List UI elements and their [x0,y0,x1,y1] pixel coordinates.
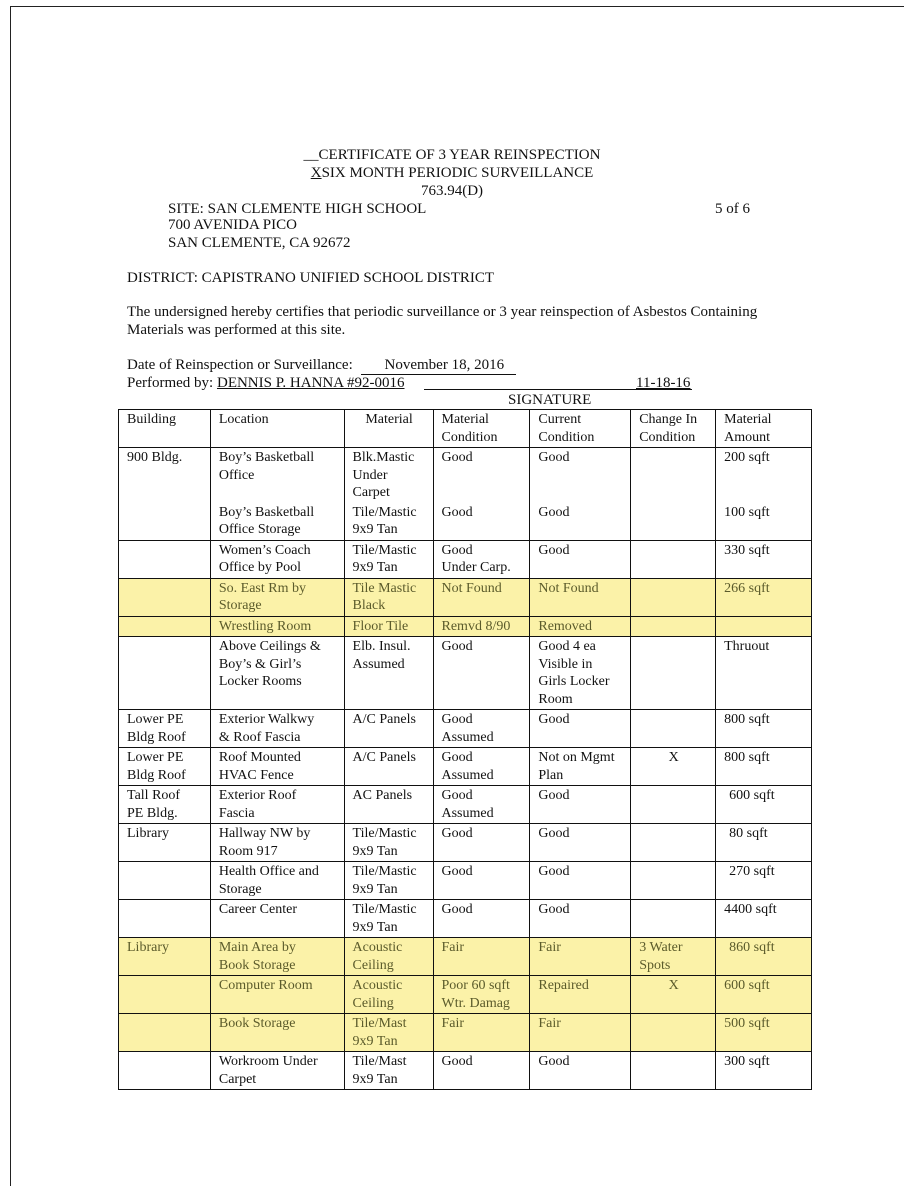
cell-building: Lower PE Bldg Roof [119,710,211,748]
table-row [119,503,812,541]
cell-material-condition: Remvd 8/90 [433,616,530,637]
cell-current-condition: Good 4 ea Visible in Girls Locker Room [530,637,631,710]
table-row [119,862,812,900]
cell-material: Floor Tile [344,616,433,637]
cell-material: Acoustic Ceiling [344,938,433,976]
cell-amount: 270 sqft [716,862,812,900]
cell-change [631,1052,716,1090]
cell-location: Wrestling Room [210,616,344,637]
cell-current-condition: Not on Mgmt Plan [530,748,631,786]
date-row [127,357,516,375]
cell-material: Tile Mastic Black [344,578,433,616]
table-header-row [119,410,812,448]
cell-change [631,862,716,900]
performed-label: Performed by: [127,375,214,391]
header-material: Material [344,410,433,448]
cell-building [119,862,211,900]
cell-change: X [631,748,716,786]
cell-building [119,540,211,578]
cell-building: Lower PE Bldg Roof [119,748,211,786]
cell-amount: 800 sqft [716,710,812,748]
cell-current-condition: Good [530,503,631,541]
cell-current-condition: Removed [530,616,631,637]
cell-current-condition: Good [530,710,631,748]
cell-change [631,1014,716,1052]
cell-change [631,540,716,578]
cell-change [631,578,716,616]
cell-material-condition: Fair [433,938,530,976]
page-border-top [10,6,904,7]
cell-material-condition: Fair [433,1014,530,1052]
cell-amount: 80 sqft [716,824,812,862]
performed-row [127,375,405,392]
cell-material: A/C Panels [344,748,433,786]
cell-amount: 300 sqft [716,1052,812,1090]
cell-location: Boy’s Basketball Office [210,448,344,503]
cell-location: Computer Room [210,976,344,1014]
surveillance-line: XSIX MONTH PERIODIC SURVEILLANCE [310,165,594,181]
table-row [119,824,812,862]
cell-amount: 600 sqft [716,786,812,824]
cell-building: Library [119,938,211,976]
cell-building [119,616,211,637]
table-row [119,786,812,824]
cell-location: Above Ceilings & Boy’s & Girl’s Locker Rooms [210,637,344,710]
cell-current-condition: Good [530,540,631,578]
cell-change [631,616,716,637]
cell-material: AC Panels [344,786,433,824]
cell-material: Tile/Mastic 9x9 Tan [344,540,433,578]
cell-current-condition: Good [530,786,631,824]
surveillance-mark: X [310,165,322,181]
cell-location: Exterior Walkwy & Roof Fascia [210,710,344,748]
cell-material-condition: Good Assumed [433,748,530,786]
cell-building [119,1014,211,1052]
page-number: 5 of 6 [715,201,750,217]
cell-material: Tile/Mast 9x9 Tan [344,1014,433,1052]
table-row [119,1052,812,1090]
header-material-condition: Material Condition [433,410,530,448]
cell-material-condition: Good [433,637,530,710]
inspection-table [118,409,812,1090]
cell-building: 900 Bldg. [119,448,211,503]
cell-building [119,976,211,1014]
cell-material: Tile/Mastic 9x9 Tan [344,900,433,938]
cell-amount: 500 sqft [716,1014,812,1052]
cell-material: Elb. Insul. Assumed [344,637,433,710]
header-current-condition: Current Condition [530,410,631,448]
cell-location: So. East Rm by Storage [210,578,344,616]
cell-change [631,637,716,710]
site-address-1: 700 AVENIDA PICO [168,217,297,233]
performed-date: 11-18-16 [636,375,691,391]
table-row [119,637,812,710]
cell-location: Boy’s Basketball Office Storage [210,503,344,541]
cell-material: Tile/Mastic 9x9 Tan [344,824,433,862]
cell-current-condition: Good [530,900,631,938]
cell-material: Blk.Mastic Under Carpet [344,448,433,503]
table-row [119,540,812,578]
cell-material: Acoustic Ceiling [344,976,433,1014]
cell-location: Roof Mounted HVAC Fence [210,748,344,786]
cell-amount: 266 sqft [716,578,812,616]
site-address-2: SAN CLEMENTE, CA 92672 [168,235,351,251]
signature-label: SIGNATURE [508,392,592,408]
statement-line-1: The undersigned hereby certifies that periodic surveillance or 3 year reinspection of Asbestos Containing [127,304,758,320]
cell-material: A/C Panels [344,710,433,748]
statement-line-2: Materials was performed at this site. [127,322,346,338]
cell-amount [716,616,812,637]
table-row [119,710,812,748]
date-label: Date of Reinspection or Surveillance: [127,357,353,373]
site-name: SITE: SAN CLEMENTE HIGH SCHOOL [168,201,427,217]
certificate-line: __CERTIFICATE OF 3 YEAR REINSPECTION [303,147,601,163]
cell-location: Main Area by Book Storage [210,938,344,976]
cell-change [631,710,716,748]
cell-amount: 600 sqft [716,976,812,1014]
date-value: November 18, 2016 [361,357,517,375]
cell-change [631,503,716,541]
cell-material-condition: Good [433,900,530,938]
cell-building: Tall Roof PE Bldg. [119,786,211,824]
table-row [119,616,812,637]
cell-location: Book Storage [210,1014,344,1052]
cell-location: Health Office and Storage [210,862,344,900]
cell-location: Workroom Under Carpet [210,1052,344,1090]
cell-building [119,578,211,616]
header-building: Building [119,410,211,448]
cell-building [119,1052,211,1090]
cell-amount: 4400 sqft [716,900,812,938]
cell-current-condition: Not Found [530,578,631,616]
cell-change: 3 Water Spots [631,938,716,976]
cell-current-condition: Good [530,1052,631,1090]
cell-material-condition: Good [433,448,530,503]
cell-amount: 860 sqft [716,938,812,976]
cell-location: Career Center [210,900,344,938]
district: DISTRICT: CAPISTRANO UNIFIED SCHOOL DISTRICT [127,270,495,286]
table-row [119,938,812,976]
cell-material-condition: Poor 60 sqft Wtr. Damag [433,976,530,1014]
table-row [119,976,812,1014]
cell-change [631,824,716,862]
cell-change: X [631,976,716,1014]
cell-material: Tile/Mastic 9x9 Tan [344,862,433,900]
cell-change [631,900,716,938]
cell-amount: 200 sqft [716,448,812,503]
cell-location: Hallway NW by Room 917 [210,824,344,862]
cell-material-condition: Good [433,824,530,862]
cell-amount: 800 sqft [716,748,812,786]
cell-location: Exterior Roof Fascia [210,786,344,824]
cell-material-condition: Good [433,862,530,900]
cell-building [119,900,211,938]
cell-change [631,448,716,503]
cell-building: Library [119,824,211,862]
cell-material-condition: Good Assumed [433,710,530,748]
table-row [119,448,812,503]
cell-amount: 330 sqft [716,540,812,578]
table-row [119,1014,812,1052]
header-location: Location [210,410,344,448]
cell-current-condition: Repaired [530,976,631,1014]
header-amount: Material Amount [716,410,812,448]
cell-amount: 100 sqft [716,503,812,541]
cell-material-condition: Not Found [433,578,530,616]
cell-material-condition: Good [433,1052,530,1090]
cell-current-condition: Good [530,448,631,503]
table-row [119,900,812,938]
regulation-code: 763.94(D) [420,183,484,199]
cell-material-condition: Good [433,503,530,541]
cell-building [119,503,211,541]
cell-current-condition: Fair [530,1014,631,1052]
cell-current-condition: Good [530,824,631,862]
cell-amount: Thruout [716,637,812,710]
table-row [119,748,812,786]
cell-material-condition: Good Assumed [433,786,530,824]
cell-building [119,637,211,710]
cell-change [631,786,716,824]
cell-current-condition: Fair [530,938,631,976]
performed-value: DENNIS P. HANNA #92-0016 [216,375,405,391]
cell-current-condition: Good [530,862,631,900]
cell-location: Women’s Coach Office by Pool [210,540,344,578]
cell-material-condition: Good Under Carp. [433,540,530,578]
cell-material: Tile/Mast 9x9 Tan [344,1052,433,1090]
cell-material: Tile/Mastic 9x9 Tan [344,503,433,541]
table-row [119,578,812,616]
header-change: Change In Condition [631,410,716,448]
